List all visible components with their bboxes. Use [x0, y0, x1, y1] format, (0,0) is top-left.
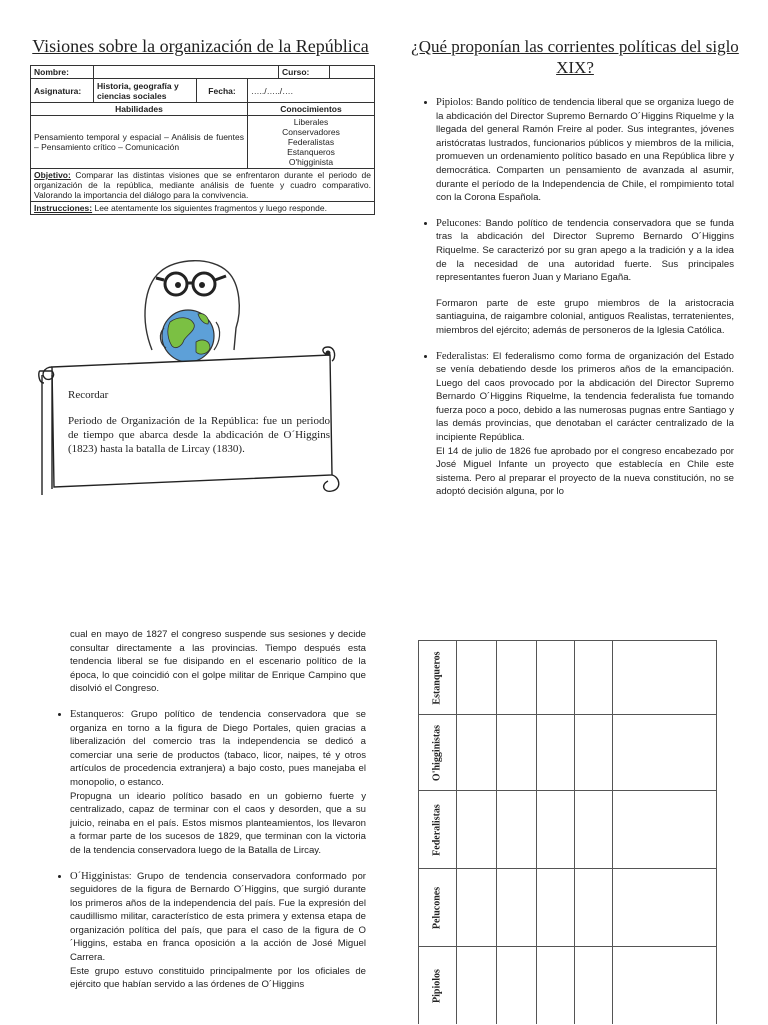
grid-line: [536, 640, 537, 1024]
federalistas-continuation: cual en mayo de 1827 el congreso suspende sus sesiones y decide consultar directamente a las provincias. Tiempo después esta tendencia liberal se fue disipando en el escenario político de la época, lo que coincidió con el golpe militar de Enrique Campino que disolvió el Congreso.: [70, 629, 366, 695]
instrucciones-text: Lee atentamente los siguientes fragmentos y luego responde.: [92, 203, 327, 213]
list-item-federalistas: [436, 350, 734, 500]
ohigginistas-text-2: Este grupo estuvo constituido principalmente por los oficiales de ejército que habían servido a las órdenes de O´Higgins: [70, 965, 366, 991]
grid-line: [574, 640, 575, 1024]
ohigginistas-text: : Grupo de tendencia conservadora conformado por seguidores de la figura de Bernardo O´Higgins, que surgió durante los primeros años de la independencia del país. Fue la expresión del caudillismo militar, característico de esta primera y extensa etapa de organización política del país, que para el caso de la figura de O´Higgins, estaba en franca oposición a la acción de José Miguel Carrera.: [70, 870, 366, 964]
objetivo-label: Objetivo:: [34, 170, 71, 180]
grid-label-pelucones: Pelucones: [431, 886, 443, 930]
estanqueros-text: : Grupo político de tendencia conservadora que se organiza en torno a la figura de Diego Portales, quien gracias a liberalización del comercio tras la independencia se dedicó a comerciar una serie de productos (tabaco, licor, naipes, té y otros artículos de procedencia extranjera) a bajo costo, pues manejaba el monopolio, o estanco.: [70, 708, 366, 788]
term-pipiolos: Pipiolos: [436, 97, 471, 108]
instrucciones-label: Instrucciones:: [34, 203, 93, 213]
grid-label-estanqueros: Estanqueros: [431, 651, 443, 705]
nombre-field[interactable]: [94, 66, 279, 79]
habilidades-header: Habilidades: [31, 103, 248, 116]
conocimientos-list: [248, 116, 375, 169]
pelucones-text-2: Formaron parte de este grupo miembros de la aristocracia santiaguina, de raigambre colonial, antiguos Realistas, terratenientes, miembros del ejército; además de personeros de la Iglesia Católica.: [436, 297, 734, 336]
grid-row: [418, 790, 717, 869]
recordar-title: Recordar: [68, 389, 109, 401]
objetivo-row: [31, 169, 375, 202]
grid-line: [716, 640, 717, 1024]
pipiolos-text: : Bando político de tendencia liberal que se organiza luego de la abdicación del Director Supremo Bernardo O´Higgins Riquelme y la llegada del general Ramón Freire al poder. Sus integrantes, jóvenes aristócratas lustrados, funcionarios públicos y miembros de la milicia, promueven un ordenamiento político basado en una República libre y democrática. Comparten un pensamiento de avanzada al asumir, durante el período de la Independencia de Chile, el rompimiento total con la Corona Española.: [436, 97, 734, 204]
grid-label-federalistas: Federalistas: [431, 804, 443, 856]
term-estanqueros: Estanqueros: [70, 708, 122, 720]
habilidades-value: Pensamiento temporal y espacial – Análisis de fuentes – Pensamiento crítico – Comunicación: [31, 116, 248, 169]
grid-row: [418, 868, 717, 947]
term-ohigginistas: O´Higginistas: [70, 870, 129, 882]
grid-row: [418, 714, 717, 791]
estanqueros-text-2: Propugna un ideario político basado en un gobierno fuerte y centralizado, capaz de terminar con el caos y desorden, que a su juicio, reinaba en el país. Estos mismos planteamientos, los llevaron a formar parte de los sucesos de 1829, que terminan con la victoria de la tendencia conservadora luego de la Batalla de Lircay.: [70, 790, 366, 856]
student-info-table: [30, 65, 375, 215]
grid-row: [418, 946, 717, 1025]
curso-label: Curso:: [279, 66, 330, 79]
list-item-ohigginistas: [70, 870, 366, 992]
pelucones-text: : Bando político de tendencia conservadora que se funda tras la abdicación del Director Supremo Bernardo O´Higgins Riquelme. Se caracterizó por su gran apego a la tradición y a la idea de la necesidad de una autoridad fuerte. Sus principales representantes fueron Juan y Mariano Egaña.: [436, 217, 734, 284]
recordar-body: Periodo de Organización de la República: fue un periodo de tiempo que abarca desde la abdicación de O´Higgins (1823) hasta la batalla de Lircay (1830).: [68, 415, 330, 455]
instrucciones-row: [31, 202, 375, 215]
list-item-pelucones: [436, 217, 734, 338]
list-item-pipiolos: [436, 96, 734, 205]
list-item-estanqueros: [70, 708, 366, 858]
term-pelucones: Pelucones: [436, 217, 479, 229]
conocimiento-item: O'higginista: [288, 157, 334, 167]
federalistas-text: : El federalismo como forma de organización del Estado se venía debatiendo desde los primeros años de la emancipación. Luego del caos provocado por la abdicación del Director Supremo Bernardo O´Higgins Riquelme, la tendencia federalista fue tomando fuerza poco a poco, debido a las numerosas pugnas entre Santiago y las demás provincias, que denotaban el carácter centralizado de la incipiente República.: [436, 350, 734, 444]
conocimiento-item: Federalistas: [287, 137, 335, 147]
recordar-box: [68, 388, 330, 468]
fecha-field[interactable]: …../…../….: [248, 79, 375, 103]
political-currents-right-column: [418, 96, 734, 511]
grid-line: [456, 640, 457, 1024]
term-federalistas: Federalistas: [436, 350, 487, 362]
conocimiento-item: Liberales: [293, 117, 329, 127]
grid-line: [612, 640, 613, 1024]
conocimientos-header: Conocimientos: [248, 103, 375, 116]
asignatura-label: Asignatura:: [31, 79, 94, 103]
grid-row: [418, 640, 717, 715]
nombre-label: Nombre:: [31, 66, 94, 79]
federalistas-text-2: El 14 de julio de 1826 fue aprobado por el congreso encabezado por José Miguel Infante un proyecto que establecía en Chile este sistema. Pero al preparar el proyecto de la nueva constitución, no se adoptó decisión alguna, por lo: [436, 445, 734, 498]
conocimiento-item: Conservadores: [282, 127, 340, 137]
grid-label-pipiolos: Pipiolos: [431, 969, 443, 1003]
objetivo-text: Comparar las distintas visiones que se enfrentaron durante el periodo de organización de la república, mediante análisis de fuente y cuadro comparativo. Valorando la importancia del diálogo para la convivencia.: [34, 170, 371, 200]
right-page-title: ¿Qué proponían las corrientes políticas del siglo XIX?: [411, 37, 739, 77]
curso-field[interactable]: [330, 66, 375, 79]
political-currents-left-column: [52, 628, 366, 1004]
grid-label-ohigginistas: O'higginistas: [431, 724, 443, 782]
comparison-grid: [418, 640, 717, 1024]
conocimiento-item: Estanqueros: [287, 147, 335, 157]
fecha-label: Fecha:: [197, 79, 248, 103]
left-page-title: Visiones sobre la organización de la República: [32, 36, 369, 56]
grid-line: [496, 640, 497, 1024]
grid-line: [418, 640, 419, 1024]
asignatura-value: Historia, geografía y ciencias sociales: [94, 79, 197, 103]
